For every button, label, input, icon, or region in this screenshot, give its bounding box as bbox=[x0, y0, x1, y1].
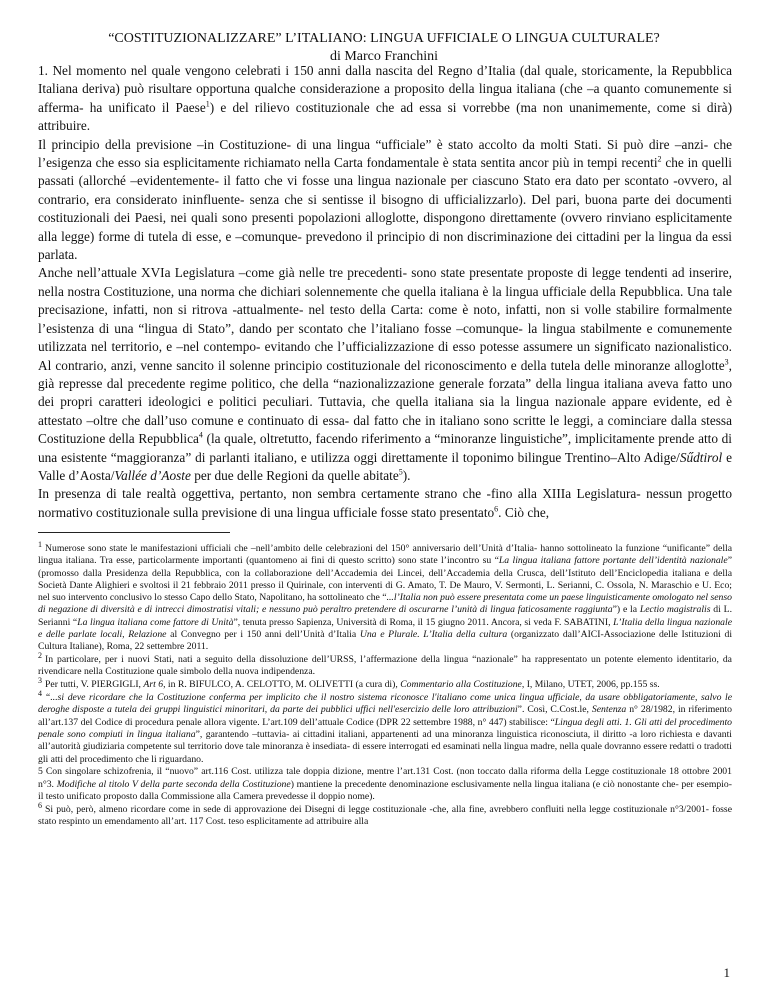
footnote-number: 3 bbox=[38, 676, 42, 686]
footnote-4: $^4$ “...si deve ricordare che la Costituzione conferma per implicito che il nostro sistema riconosce l'italiano come unica lingua ufficiale, da usare obbligatoriamente, salvo le deroghe disposte a tutela dei gruppi linguistici minoritari, da parte dei pubblici uffici nell'esercizio delle loro attribuzioni”. Così, C.Cost.le, Sentenza n° 28/1982, in riferimento all’art.137 del Codice di procedura penale allora vigente. L’art.109 dell’attuale Codice (DPR 22 settembre 1988, n° 447) stabilisce: “Lingua degli atti. 1. Gli atti del procedimento penale sono compiuti in lingua italiana”, garantendo –tuttavia- ai cittadini italiani, appartenenti ad una minoranza linguistica riconosciuta, il diritto -a loro richiesta e davanti all’autorità giudiziaria competente sul territorio dove tale minoranza è insediata- di essere interrogati ed esaminati nella lingua madre, nella quale dovranno essere redatti o tradotti gli atti del procedimento che li riguardano. bbox=[38, 688, 732, 765]
footnote-ref-6[interactable]: 6 bbox=[494, 504, 499, 514]
footnote-number: 4 bbox=[38, 688, 42, 698]
footnote-ref-2[interactable]: 2 bbox=[657, 154, 662, 164]
footnote-ref-1[interactable]: 1 bbox=[205, 99, 210, 109]
footnote-number: 6 bbox=[38, 800, 42, 810]
paragraph-4: In presenza di tale realtà oggettiva, pertanto, non sembra certamente strano che -fino alla XIIIa Legislatura- nessun progetto normativo costituzionale sulla previsione di una lingua ufficiale fosse stato presentato$^6$. Ciò che, bbox=[38, 486, 732, 520]
document-author: di Marco Franchini bbox=[329, 49, 439, 64]
main-text bbox=[38, 62, 732, 522]
footnote-6: $^6$ Si può, però, almeno ricordare come in sede di approvazione dei Disegni di legge costituzionale -che, alla fine, avrebbero confluiti nella legge costituzionale n°3/2001- fosse stato respinto un emendamento all’art. 117 Cost. teso esplicitamente ad attribuire alla bbox=[38, 800, 732, 828]
footnote-5: 5 Con singolare schizofrenia, il “nuovo” art.116 Cost. utilizza tale doppia dizione, mentre l’art.131 Cost. (non toccato dalla riforma della Legge costituzionale 18 ottobre 2001 n°3. Modifiche al titolo V della parte seconda della Costituzione) mantiene la precedente denominazione esclusivamente nella lingua italiana (e ciò nonostante che- per esempio- il testo unificato proposto dalla Commissione alla Camera prevedesse il doppio nome). bbox=[38, 766, 732, 802]
footnote-number: 2 bbox=[38, 650, 42, 660]
document-header bbox=[0, 30, 768, 66]
footnote-ref-5[interactable]: 5 bbox=[398, 467, 403, 477]
paragraph-3: Anche nell’attuale XVIa Legislatura –come già nelle tre precedenti- sono state presentate proposte di legge tendenti ad inserire, nella nostra Costituzione, una norma che dichiari solennemente che quella italiana è la lingua ufficiale della Repubblica. Una tale precisazione, infatti, non si ritrova -attualmente- nel testo della Carta: come è noto, infatti, non si volle stabilire formalmente l’esistenza di una “lingua di Stato”, dando per scontato che l’italiano fosse –comunque- la lingua stabilmente e comunemente utilizzata nel territorio, e –nel contempo- evitando che l’ufficializzazione di esso potesse assumere un significato nazionalistico. Al contrario, anzi, venne sancito il solenne principio costituzionale del riconoscimento e della tutela delle minoranze alloglotte$^3$, già represse dal precedente regime politico, che della “nazionalizzazione generale forzata” della lingua italiana aveva fatto uno dei propri caratteri ideologici e politici peculiari. Tuttavia, che quella italiana sia la lingua nazionale appare evidente, ed è attestato –oltre che dall’uso comune e continuato di essa- dal fatto che in italiano sono scritte le leggi, a cominciare dalla stessa Costituzione della Repubblica$^4$ (la quale, oltretutto, facendo riferimento a “minoranze linguistiche”, implicitamente prende atto di una esistente “maggioranza” di parlanti italiano, e utilizza oggi direttamente il toponimo bilingue Trentino–Alto Adige/Sűdtirol e Valle d’Aosta/Vallée d’Aoste per due delle Regioni da quelle abitate$^5$). bbox=[38, 265, 732, 483]
page-number: 1 bbox=[723, 965, 730, 980]
footnotes bbox=[38, 539, 733, 829]
paragraph-1: 1. Nel momento nel quale vengono celebrati i 150 anni dalla nascita del Regno d’Italia (dal quale, storicamente, la Repubblica Italiana deriva) può risultare opportuna qualche considerazione a proposito della lingua italiana (che –a quanto comunemente si afferma- ha unificato il Paese$^1$) e del rilievo costituzionale che ad essa si vorrebbe (ma non unanimemente, come si dirà) attribuire. bbox=[38, 63, 732, 134]
footnote-number: 1 bbox=[38, 539, 42, 549]
footnote-2: $^2$ In particolare, per i nuovi Stati, nati a seguito della dissoluzione dell’URSS, l’affermazione della lingua “nazionale” ha rappresentato un potente elemento identitario, da rivendicare nella Costituzione quale simbolo della nuova indipendenza. bbox=[38, 650, 732, 678]
footnote-separator bbox=[38, 532, 230, 533]
paragraph-2: Il principio della previsione –in Costituzione- di una lingua “ufficiale” è stato accolto da molti Stati. Si può dire –anzi- che l’esigenza che esso sia esplicitamente richiamato nella Carta fondamentale è stata sentita ancor più in tempi recenti$^2$ che in quelli passati (allorché –evidentemente- il fatto che vi fosse una lingua nazionale per ciascuno Stato era dato per scontato -ovvero, al contrario, era considerato ininfluente- senza che si sentisse il bisogno di ufficializzarlo). Del pari, buona parte dei documenti costituzionali dei Paesi, nei quali sono presenti popolazioni alloglotte, dispongono direttamente (ovvero rinviano esplicitamente alla legge) forme di tutela di esse, e –comunque- prevedono il principio di non discriminazione dei cittadini per la lingua da essi parlata. bbox=[38, 136, 732, 263]
document-title: “COSTITUZIONALIZZARE” L’ITALIANO: LINGUA UFFICIALE O LINGUA CULTURALE? bbox=[108, 31, 660, 46]
footnote-1: $^1$ Numerose sono state le manifestazioni ufficiali che –nell’ambito delle celebrazioni del 150° anniversario dell’Unità d’Italia- hanno sottolineato la funzione “unificante” della lingua italiana. Tra esse, particolarmente importanti (quantomeno ai fini di questo scritto) sono state l’incontro su “La lingua italiana fattore portante dell’identità nazionale” (promosso dalla Presidenza della Repubblica, con la collaborazione dell’Accademia dei Lincei, dell’Accademia della Crusca, dell’Istituto dell’Enciclopedia italiana e della Società Dante Alighieri e svoltosi il 21 febbraio 2011 presso il Quirinale, con interventi di G. Amato, T. De Mauro, V. Sermonti, L. Serianni, C. Ossola, N. Maraschio e U. Eco; nel suo intervento conclusivo lo stesso Capo dello Stato, Napolitano, ha sottolineato che “...l’Italia non può essere presentata come un paese linguisticamente omologato nel senso di negazione di diversità e di intrecci dimostratisi vitali; e nessuno può peraltro pretendere di oscurarne l’unità di lingua faticosamente raggiunta”) e la Lectio magistralis di L. Serianni “La lingua italiana come fattore di Unità”, tenuta presso Sapienza, Università di Roma, il 15 giugno 2011. Ancora, si veda F. SABATINI, L’Italia della lingua nazionale e delle parlate locali, Relazione al Convegno per i 150 anni dell’Unità d’Italia Una e Plurale. L’Italia della cultura (organizzato dall’AICI-Associazione delle Istituzioni di Cultura Italiane), Roma, 22 settembre 2011. bbox=[38, 539, 733, 653]
footnote-ref-3[interactable]: 3 bbox=[724, 357, 729, 367]
footnote-3: $^3$ Per tutti, V. PIERGIGLI, Art 6, in R. BIFULCO, A. CELOTTO, M. OLIVETTI (a cura di), Commentario alla Costituzione, I, Milano, UTET, 2006, pp.155 ss. bbox=[38, 676, 660, 691]
footnote-number: 5 bbox=[38, 766, 43, 778]
footnote-ref-4[interactable]: 4 bbox=[198, 430, 203, 440]
